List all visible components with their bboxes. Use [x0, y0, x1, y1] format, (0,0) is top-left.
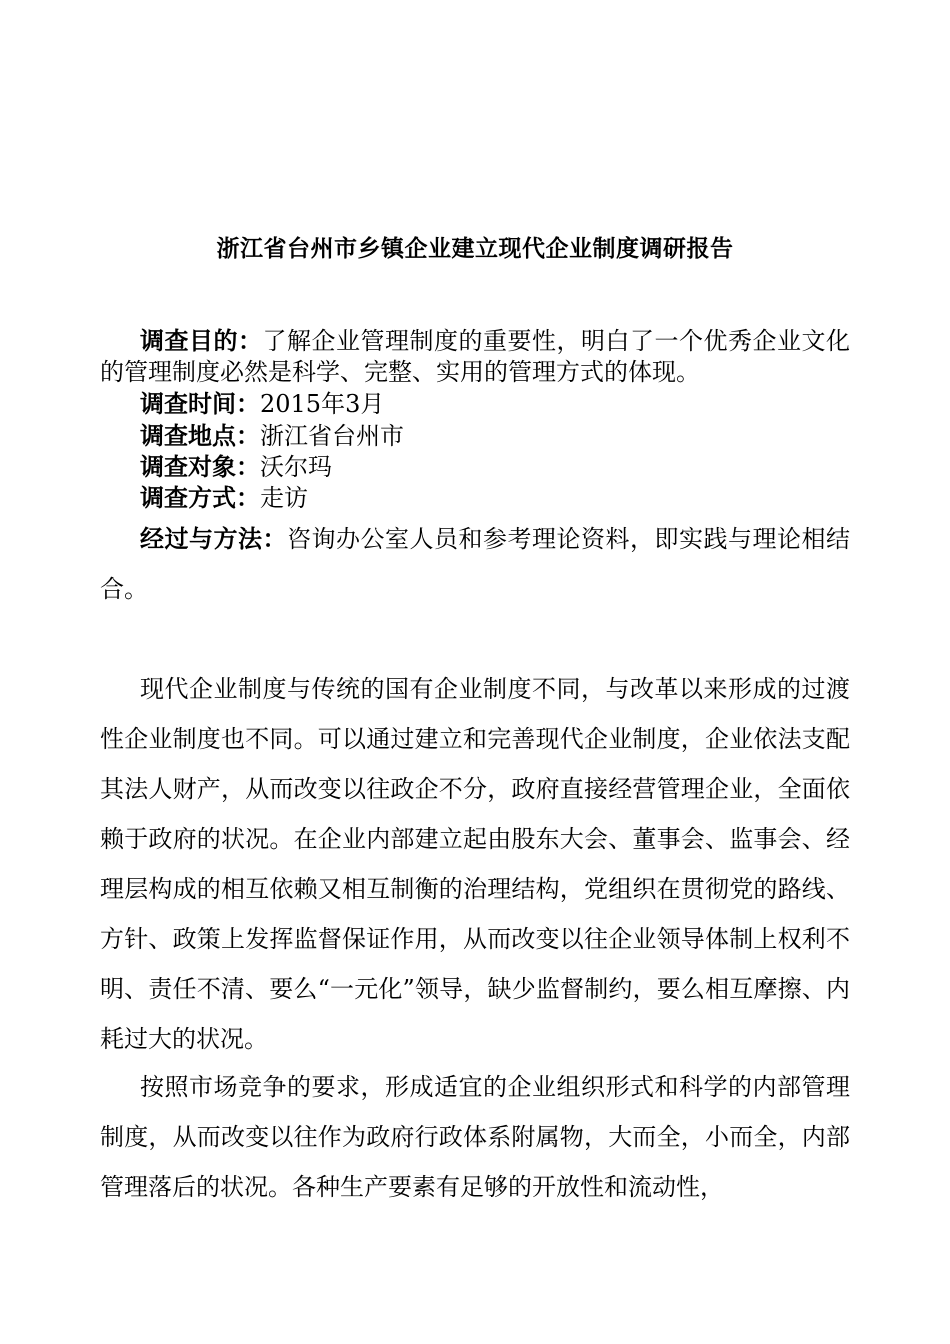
survey-place-label: 调查地点： [140, 422, 260, 450]
survey-object-value: 沃尔玛 [260, 453, 332, 481]
survey-way-value: 走访 [260, 484, 308, 512]
survey-object-label: 调查对象： [140, 453, 260, 481]
survey-object [100, 452, 890, 483]
survey-purpose-value: 了解企业管理制度的重要性，明白了一个优秀企业文化的管理制度必然是科学、完整、实用的管理方式的体现。 [100, 327, 850, 386]
body-paragraph-1: 现代企业制度与传统的国有企业制度不同，与改革以来形成的过渡性企业制度也不同。可以通过建立和完善现代企业制度，企业依法支配其法人财产，从而改变以往政企不分，政府直接经营管理企业，全面依赖于政府的状况。在企业内部建立起由股东大会、董事会、监事会、经理层构成的相互依赖又相互制衡的治理结构，党组织在贯彻党的路线、方针、政策上发挥监督保证作用，从而改变以往企业领导体制上权利不明、责任不清、要么“一元化”领导，缺少监督制约，要么相互摩擦、内耗过大的状况。 [100, 675, 850, 1053]
survey-way-label: 调查方式： [140, 484, 260, 512]
survey-method-value: 咨询办公室人员和参考理论资料，即实践与理论相结合。 [100, 525, 850, 603]
survey-place [100, 421, 890, 452]
survey-time-value: 2015年3月 [260, 390, 385, 418]
survey-time [100, 389, 890, 420]
report-title: 浙江省台州市乡镇企业建立现代企业制度调研报告 [216, 236, 734, 262]
survey-time-label: 调查时间： [140, 390, 260, 418]
survey-purpose-label: 调查目的： [140, 327, 263, 355]
survey-way [100, 483, 890, 514]
survey-purpose [100, 326, 850, 388]
survey-method [100, 514, 850, 614]
survey-method-label: 经过与方法： [140, 525, 287, 553]
survey-place-value: 浙江省台州市 [260, 422, 404, 450]
body-paragraph-2: 按照市场竞争的要求，形成适宜的企业组织形式和科学的内部管理制度，从而改变以往作为政府行政体系附属物，大而全，小而全，内部管理落后的状况。各种生产要素有足够的开放性和流动性， [100, 1073, 850, 1201]
